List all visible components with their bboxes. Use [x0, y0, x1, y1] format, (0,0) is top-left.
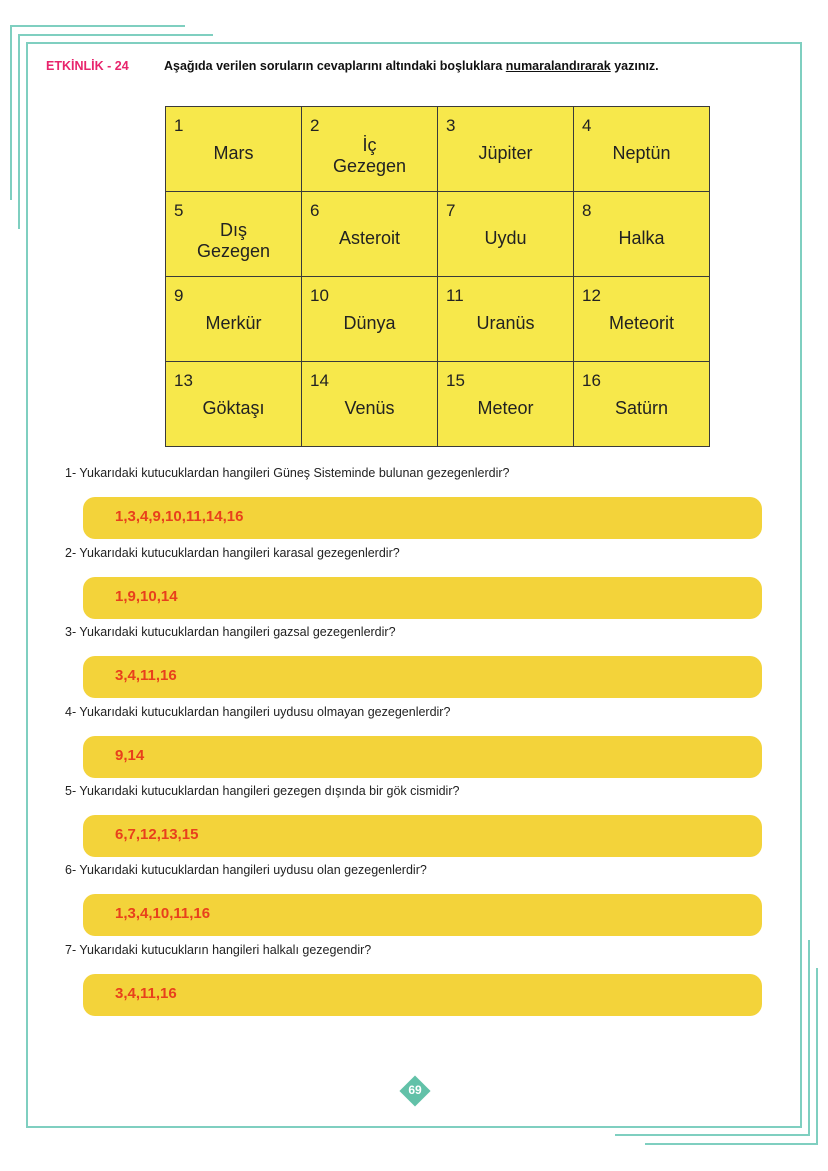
- answer-box: [83, 577, 762, 619]
- answer-text: 3,4,11,16: [115, 985, 177, 1002]
- cell-term: Jüpiter: [478, 143, 533, 163]
- grid-cell: [574, 277, 710, 362]
- question-text: 4- Yukarıdaki kutucuklardan hangileri uydusu olmayan gezegenlerdir?: [65, 705, 451, 719]
- grid-cell: [166, 362, 302, 447]
- frame-line: [18, 34, 20, 229]
- frame-line: [615, 1134, 810, 1136]
- activity-tag: ETKİNLİK - 24: [46, 59, 129, 73]
- grid-cell: [574, 107, 710, 192]
- answer-text: 6,7,12,13,15: [115, 826, 199, 843]
- cell-number: 3: [446, 116, 456, 135]
- term-grid: [165, 106, 710, 447]
- cell-term: Merkür: [205, 313, 262, 333]
- cell-term: Asteroit: [338, 228, 401, 248]
- question-text: 3- Yukarıdaki kutucuklardan hangileri gazsal gezegenlerdir?: [65, 625, 396, 639]
- answer-text: 3,4,11,16: [115, 667, 177, 684]
- cell-term: Satürn: [614, 398, 669, 418]
- question-text: 7- Yukarıdaki kutucukların hangileri halkalı gezegendir?: [65, 943, 372, 957]
- page-number-badge: [400, 1076, 430, 1106]
- page-number: 69: [408, 1083, 422, 1097]
- answer-box: [83, 815, 762, 857]
- grid-cell: [302, 192, 438, 277]
- cell-number: 14: [310, 371, 329, 390]
- cell-number: 9: [174, 286, 184, 305]
- answer-text: 1,3,4,9,10,11,14,16: [115, 508, 244, 525]
- answer-box: [83, 894, 762, 936]
- answer-box: [83, 497, 762, 539]
- grid-cell: [438, 277, 574, 362]
- grid-row: [166, 107, 710, 192]
- grid-row: [166, 277, 710, 362]
- cell-term: Göktaşı: [202, 398, 265, 418]
- grid-cell: [574, 192, 710, 277]
- cell-number: 10: [310, 286, 329, 305]
- frame-line: [645, 1143, 818, 1145]
- answer-text: 1,3,4,10,11,16: [115, 905, 211, 922]
- cell-term: Uydu: [484, 228, 527, 248]
- grid-cell: [166, 107, 302, 192]
- cell-number: 2: [310, 116, 320, 135]
- cell-term: Uranüs: [476, 313, 535, 333]
- cell-number: 11: [446, 286, 464, 305]
- cell-number: 15: [446, 371, 465, 390]
- answer-box: [83, 974, 762, 1016]
- grid-cell: [438, 192, 574, 277]
- cell-number: 6: [310, 201, 320, 220]
- cell-number: 5: [174, 201, 184, 220]
- cell-number: 7: [446, 201, 456, 220]
- cell-number: 16: [582, 371, 601, 390]
- cell-term: Dünya: [343, 313, 396, 333]
- frame-line: [18, 34, 213, 36]
- answer-text: 9,14: [115, 747, 145, 764]
- grid-cell: [438, 362, 574, 447]
- cell-number: 1: [174, 116, 184, 135]
- cell-term: Halka: [618, 228, 665, 248]
- question-text: 1- Yukarıdaki kutucuklardan hangileri Güneş Sisteminde bulunan gezegenlerdir?: [65, 466, 510, 480]
- answer-text: 1,9,10,14: [115, 588, 178, 605]
- grid-cell: [302, 107, 438, 192]
- cell-term: Meteor: [477, 398, 534, 418]
- question-text: 2- Yukarıdaki kutucuklardan hangileri karasal gezegenlerdir?: [65, 546, 400, 560]
- cell-number: 4: [582, 116, 592, 135]
- frame-line: [816, 968, 818, 1145]
- cell-number: 13: [174, 371, 193, 390]
- cell-term: Meteorit: [608, 313, 675, 333]
- grid-row: [166, 192, 710, 277]
- frame-line: [808, 940, 810, 1136]
- cell-term: Mars: [213, 143, 254, 163]
- grid-cell: [302, 362, 438, 447]
- cell-number: 12: [582, 286, 601, 305]
- frame-line: [10, 25, 185, 27]
- grid-cell: [166, 192, 302, 277]
- grid-cell: [574, 362, 710, 447]
- cell-number: 8: [582, 201, 592, 220]
- activity-header: [46, 59, 659, 73]
- grid-row: [166, 362, 710, 447]
- answer-box: [83, 656, 762, 698]
- cell-term: Neptün: [612, 143, 671, 163]
- grid-cell: [438, 107, 574, 192]
- grid-cell: [302, 277, 438, 362]
- cell-term: İç Gezegen: [332, 135, 407, 176]
- question-text: 5- Yukarıdaki kutucuklardan hangileri gezegen dışında bir gök cismidir?: [65, 784, 460, 798]
- answer-box: [83, 736, 762, 778]
- instruction-text: Aşağıda verilen soruların cevaplarını altındaki boşluklara numaralandırarak yazınız.: [164, 59, 659, 73]
- grid-cell: [166, 277, 302, 362]
- cell-term: Dış Gezegen: [196, 220, 271, 261]
- question-text: 6- Yukarıdaki kutucuklardan hangileri uydusu olan gezegenlerdir?: [65, 863, 427, 877]
- cell-term: Venüs: [344, 398, 395, 418]
- frame-line: [10, 25, 12, 200]
